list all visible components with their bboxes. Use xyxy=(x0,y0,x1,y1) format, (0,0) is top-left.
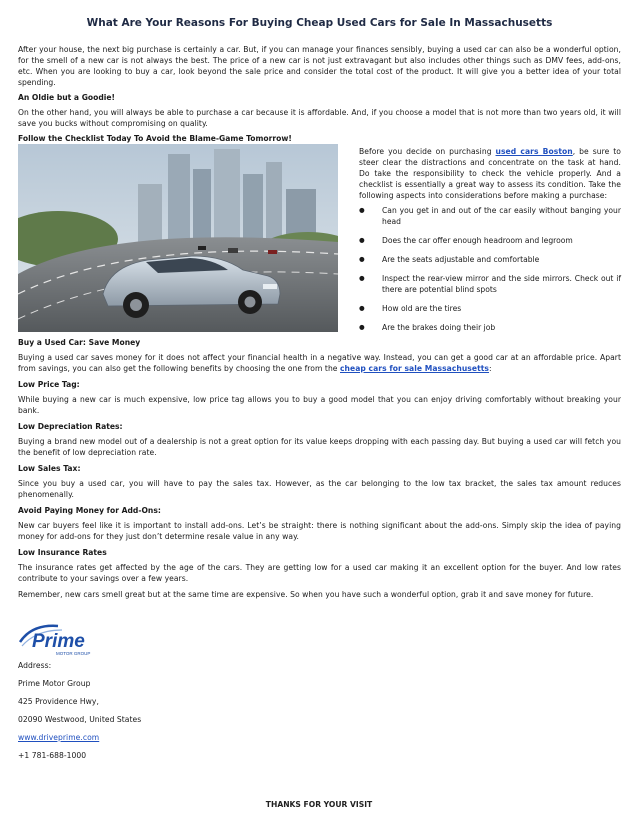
city-address: 02090 Westwood, United States xyxy=(18,715,142,724)
checklist-intro-post: , be sure to steer clear the distractions and concentrate on the task at hand. Do take the responsibility to check the vehicle properly. And a checklist is essentially a great way to assess its condition. Take the following aspects into considerations before making a purchase: xyxy=(359,147,621,200)
oldie-paragraph: On the other hand, you will always be able to purchase a car because it is affordable. And, if you choose a model that is not more than two years old, it will save you bucks without compromising on quality. xyxy=(18,108,621,128)
sales-tax-paragraph: Since you buy a used car, you will have to pay the sales tax. However, as the car belonging to the low tax bracket, the sales tax amount reduces phenomenally. xyxy=(18,479,621,499)
checklist-column xyxy=(359,144,621,333)
checklist-intro-pre: Before you decide on purchasing xyxy=(359,147,496,156)
low-price-paragraph: While buying a new car is much expensive, low price tag allows you to buy a good model that you can enjoy driving comfortably without breaking your bank. xyxy=(18,395,621,415)
logo-sub-text: MOTOR GROUP xyxy=(56,651,91,656)
website-line xyxy=(18,732,621,743)
list-item: ● Can you get in and out of the car easily without banging your head xyxy=(359,205,621,227)
depreciation-paragraph: Buying a brand new model out of a dealership is not a great option for its value keeps dropping with each passing day. But buying a used car will fetch you the benefit of low depreciation rate. xyxy=(18,437,621,457)
closing-paragraph: Remember, new cars smell great but at the same time are expensive. So when you have such a wonderful option, grab it and save money for future. xyxy=(18,590,594,599)
cheap-cars-link[interactable]: cheap cars for sale Massachusetts xyxy=(340,364,490,373)
logo-brand-text: Prime xyxy=(32,631,85,652)
low-price-heading: Low Price Tag: xyxy=(18,380,80,389)
checklist-list xyxy=(359,205,621,333)
intro-paragraph: After your house, the next big purchase is certainly a car. But, if you can manage your finances sensibly, buying a used car can also be a wonderful option, for the smell of a new car is not always the best. The price of a new car is not just extravagant but also includes other things such as DMV fees, add-ons, etc. When you are looking to buy a car, look beyond the sale price and consider the total cost of the product. It will give you a better idea of your total spending. xyxy=(18,45,621,87)
figure-row xyxy=(18,144,621,333)
insurance-heading: Low Insurance Rates xyxy=(18,548,107,557)
used-cars-boston-link[interactable]: used cars Boston xyxy=(495,147,573,156)
save-post: : xyxy=(489,364,492,373)
list-item: ● Are the brakes doing their job xyxy=(359,322,621,333)
page-title: What Are Your Reasons For Buying Cheap Used Cars for Sale In Massachusetts xyxy=(86,17,553,29)
address-label: Address: xyxy=(18,661,52,670)
sales-tax-heading: Low Sales Tax: xyxy=(18,464,81,473)
list-item: ● Inspect the rear-view mirror and the side mirrors. Check out if there are potential blind spots xyxy=(359,273,621,295)
contact-block xyxy=(18,660,621,761)
company-name: Prime Motor Group xyxy=(18,679,91,688)
website-link[interactable]: www.driveprime.com xyxy=(18,733,100,742)
save-pre: Buying a used car saves money for it does not affect your financial health in a negative way. Instead, you can get a good car at an affordable price. Apart from savings, you can also get the following benefits by choosing the one from the xyxy=(18,353,621,373)
prime-logo xyxy=(18,620,108,658)
car-photo xyxy=(18,144,338,332)
save-paragraph xyxy=(18,352,621,374)
prime-logo-svg xyxy=(18,620,108,658)
car-photo-svg xyxy=(18,144,338,332)
street-address: 425 Providence Hwy, xyxy=(18,697,99,706)
list-item: ● Does the car offer enough headroom and legroom xyxy=(359,235,621,246)
checklist-intro xyxy=(359,146,621,201)
phone-number: +1 781-688-1000 xyxy=(18,751,87,760)
document-page xyxy=(18,0,621,761)
oldie-heading: An Oldie but a Goodie! xyxy=(18,93,116,102)
footer-thanks: THANKS FOR YOUR VISIT xyxy=(265,800,373,809)
save-heading: Buy a Used Car: Save Money xyxy=(18,338,141,347)
list-item: ● How old are the tires xyxy=(359,303,621,314)
addons-heading: Avoid Paying Money for Add-Ons: xyxy=(18,506,161,515)
insurance-paragraph: The insurance rates get affected by the age of the cars. They are getting low for a used car making it an excellent option for the buyer. And low rates contribute to your savings over a few years. xyxy=(18,563,621,583)
depreciation-heading: Low Depreciation Rates: xyxy=(18,422,123,431)
list-item: ● Are the seats adjustable and comfortable xyxy=(359,254,621,265)
addons-paragraph: New car buyers feel like it is important to install add-ons. Let’s be straight: there is nothing significant about the add-ons. Simply skip the idea of paying money for add-ons for they just don’t determine resale value in any way. xyxy=(18,521,621,541)
checklist-heading: Follow the Checklist Today To Avoid the Blame-Game Tomorrow! xyxy=(18,134,292,143)
